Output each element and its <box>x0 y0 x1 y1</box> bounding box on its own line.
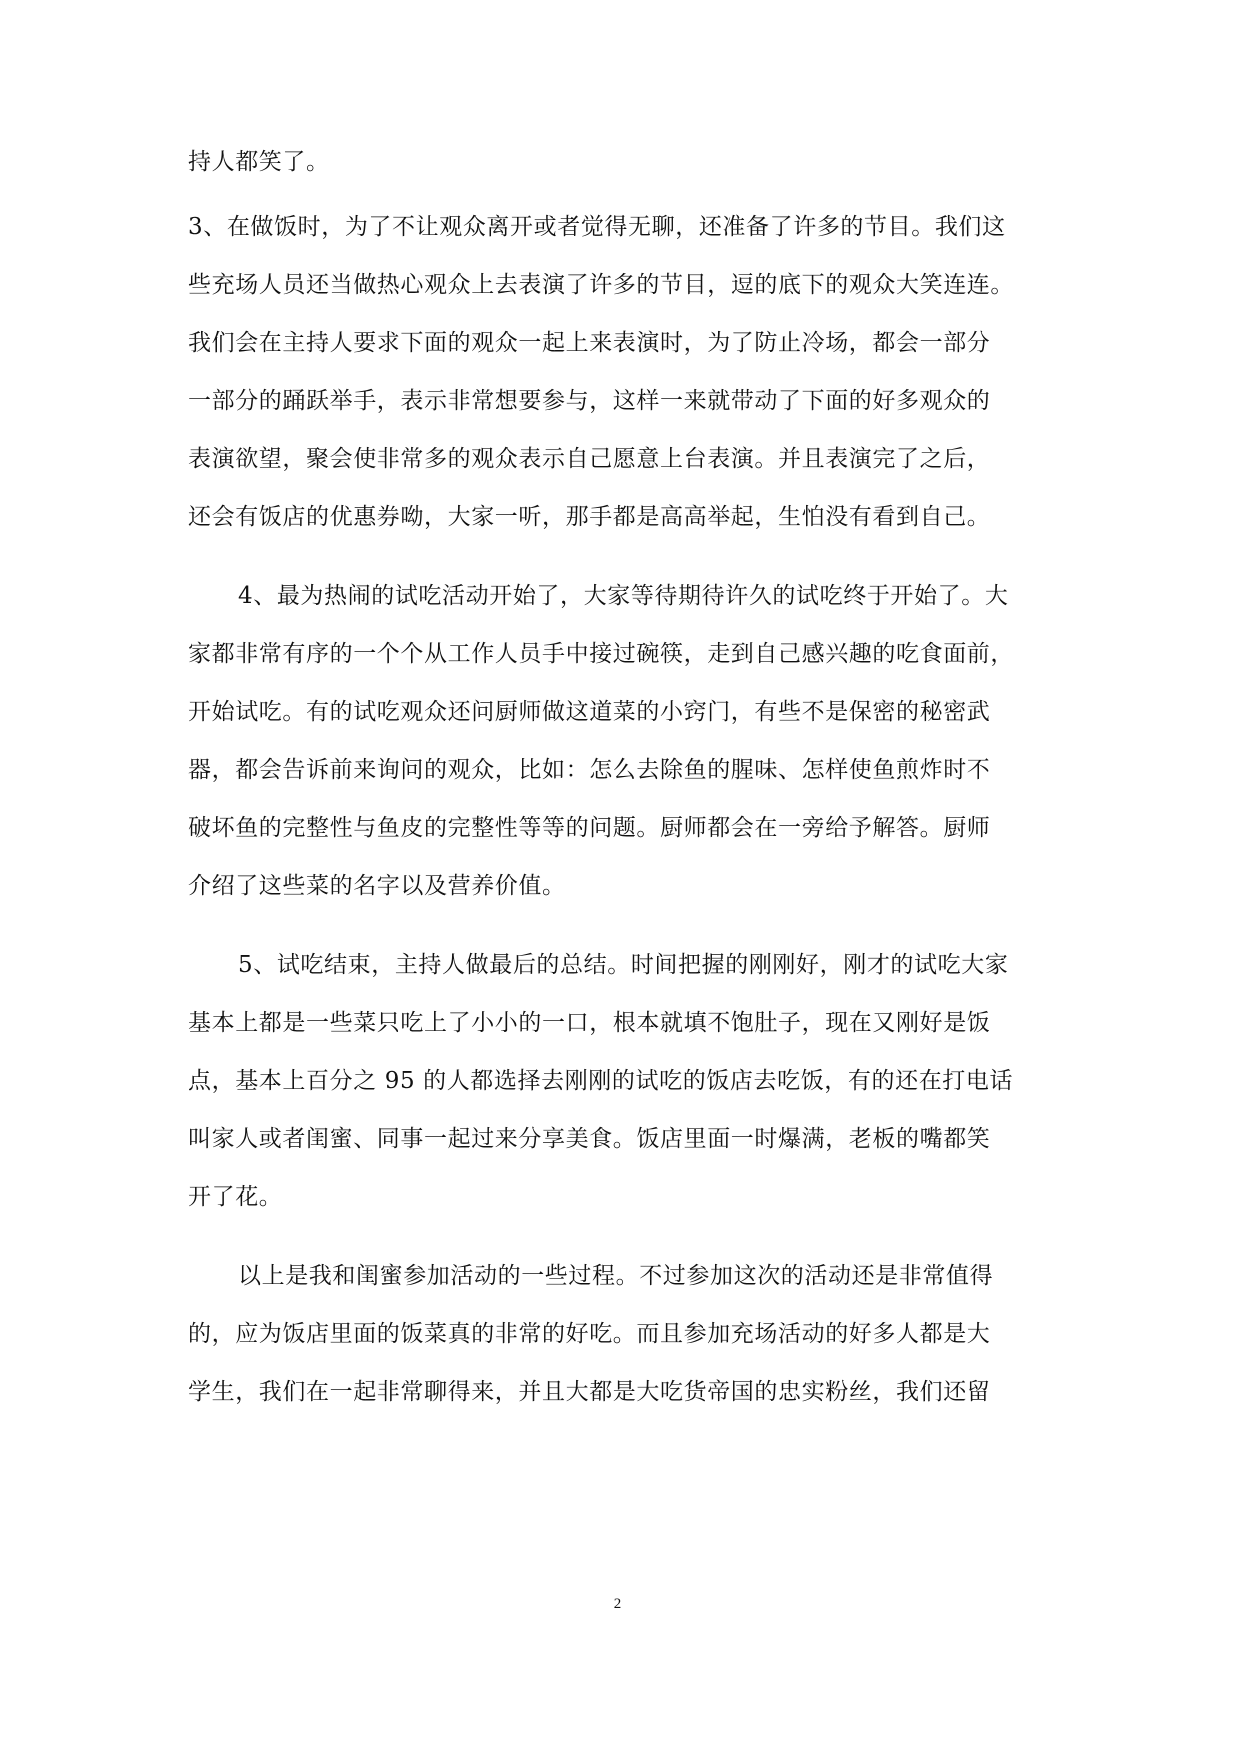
text-line: 基本上都是一些菜只吃上了小小的一口，根本就填不饱肚子，现在又刚好是饭 <box>188 1010 991 1036</box>
text-line: 家都非常有序的一个个从工作人员手中接过碗筷，走到自己感兴趣的吃食面前， <box>188 641 1014 667</box>
text-line: 一部分的踊跃举手，表示非常想要参与，这样一来就带动了下面的好多观众的 <box>188 388 991 414</box>
text-line: 学生，我们在一起非常聊得来，并且大都是大吃货帝国的忠实粉丝，我们还留 <box>188 1379 991 1405</box>
text-line: 3、在做饭时，为了不让观众离开或者觉得无聊，还准备了许多的节目。我们这 <box>188 214 1006 240</box>
text-line: 开了花。 <box>188 1184 283 1210</box>
page-number: 2 <box>613 1596 622 1612</box>
text-line: 叫家人或者闺蜜、同事一起过来分享美食。饭店里面一时爆满，老板的嘴都笑 <box>188 1126 991 1152</box>
text-line: 持人都笑了。 <box>188 149 330 175</box>
text-line: 些充场人员还当做热心观众上去表演了许多的节目，逗的底下的观众大笑连连。 <box>188 272 1014 298</box>
text-line: 我们会在主持人要求下面的观众一起上来表演时，为了防止冷场，都会一部分 <box>188 330 991 356</box>
text-line: 的，应为饭店里面的饭菜真的非常的好吃。而且参加充场活动的好多人都是大 <box>188 1321 991 1347</box>
text-line: 以上是我和闺蜜参加活动的一些过程。不过参加这次的活动还是非常值得 <box>238 1263 994 1289</box>
text-line: 4、最为热闹的试吃活动开始了，大家等待期待许久的试吃终于开始了。大 <box>238 583 1009 609</box>
text-line: 5、试吃结束，主持人做最后的总结。时间把握的刚刚好，刚才的试吃大家 <box>238 952 1009 978</box>
text-line: 破坏鱼的完整性与鱼皮的完整性等等的问题。厨师都会在一旁给予解答。厨师 <box>188 815 991 841</box>
text-line: 器，都会告诉前来询问的观众，比如：怎么去除鱼的腥味、怎样使鱼煎炸时不 <box>188 757 991 783</box>
text-line: 还会有饭店的优惠券呦，大家一听，那手都是高高举起，生怕没有看到自己。 <box>188 504 991 530</box>
text-line: 介绍了这些菜的名字以及营养价值。 <box>188 873 566 899</box>
text-line: 表演欲望，聚会使非常多的观众表示自己愿意上台表演。并且表演完了之后， <box>188 446 991 472</box>
text-line: 点，基本上百分之 95 的人都选择去刚刚的试吃的饭店去吃饭，有的还在打电话 <box>188 1068 1014 1094</box>
text-line: 开始试吃。有的试吃观众还问厨师做这道菜的小窍门，有些不是保密的秘密武 <box>188 699 991 725</box>
